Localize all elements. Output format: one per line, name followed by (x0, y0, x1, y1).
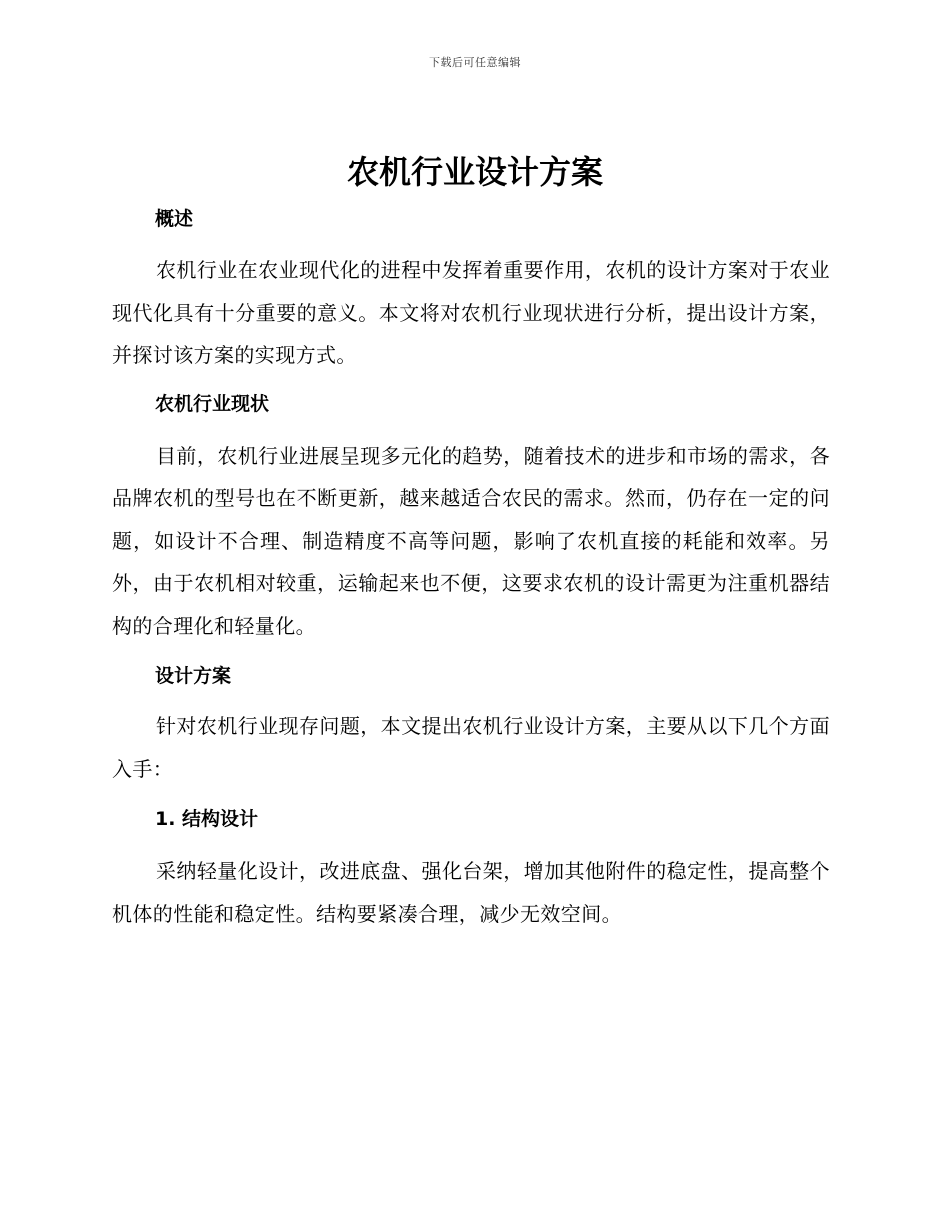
section-paragraph-structure-design: 采纳轻量化设计，改进底盘、强化台架，增加其他附件的稳定性，提高整个机体的性能和稳定性。结构要紧凑合理，减少无效空间。 (112, 859, 830, 926)
header-note: 下载后可任意编辑 (429, 56, 521, 69)
section-paragraph-industry-status: 目前，农机行业进展呈现多元化的趋势，随着技术的进步和市场的需求，各品牌农机的型号也在不断更新，越来越适合农民的需求。然而，仍存在一定的问题，如设计不合理、制造精度不高等问题，影响了农机直接的耗能和效率。另外，由于农机相对较重，运输起来也不便，这要求农机的设计需更为注重机器结构的合理化和轻量化。 (112, 443, 830, 638)
document-title: 农机行业设计方案 (346, 153, 603, 191)
section-heading-overview: 概述 (155, 208, 194, 230)
section-heading-industry-status: 农机行业现状 (155, 392, 270, 415)
section-paragraph-overview: 农机行业在农业现代化的进程中发挥着重要作用，农机的设计方案对于农业现代化具有十分重要的意义。本文将对农机行业现状进行分析，提出设计方案，并探讨该方案的实现方式。 (112, 258, 830, 367)
section-heading-design-plan: 设计方案 (155, 665, 232, 687)
section-paragraph-design-plan: 针对农机行业现存问题，本文提出农机行业设计方案，主要从以下几个方面入手： (112, 714, 830, 781)
section-heading-structure-design: 1. 结构设计 (155, 808, 259, 830)
document-body (112, 200, 830, 935)
